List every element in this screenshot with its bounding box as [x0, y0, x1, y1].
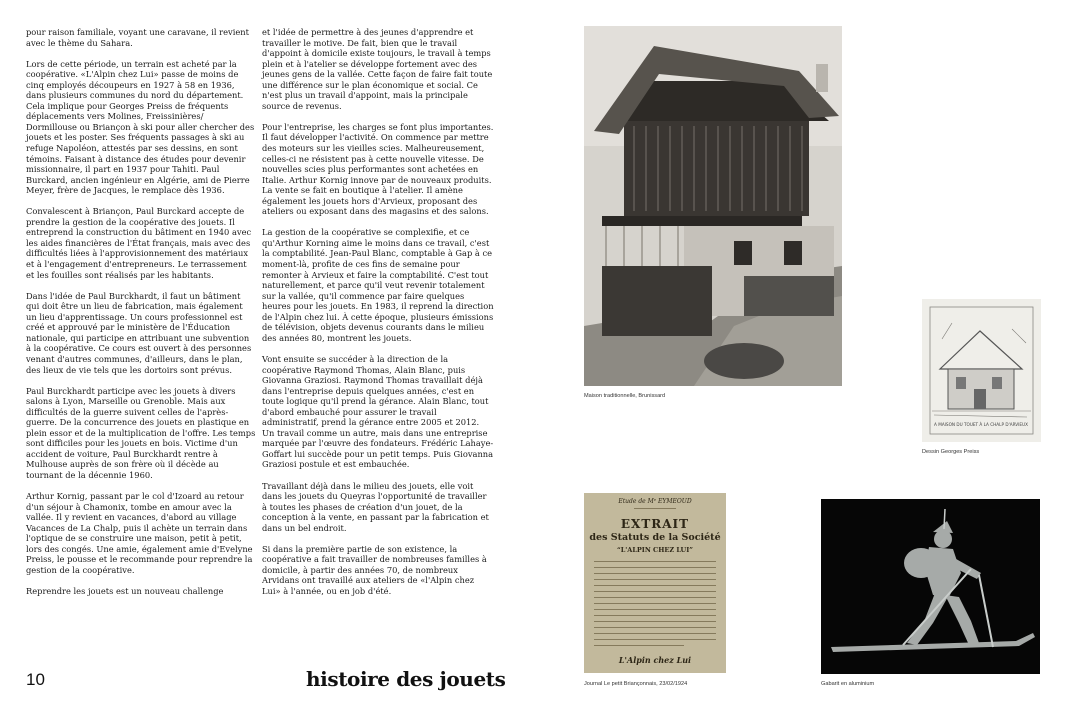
text-line	[594, 621, 716, 622]
paragraph: Pour l'entreprise, les charges se font plus importantes. Il faut développer l'activité. On commence par mettre des moteurs sur les vieilles scies. Malheureusement, celles-ci ne résistent pas à cette nouvelle vitesse. De nouvelles scies plus performantes sont achetées en Italie. Arthur Kornig innove par de nouveaux produits. La vente se fait en boutique à l'atelier. Il amène également les jouets hors d'Arvieux, proposant des ateliers ou exposant dans des magasins et des salons.	[262, 121, 494, 217]
page-number: 10	[26, 670, 45, 689]
text-line	[594, 615, 716, 616]
text-column-left	[26, 27, 256, 597]
skier-silhouette	[821, 499, 1040, 674]
text-line	[594, 633, 716, 634]
rule	[634, 508, 676, 509]
paragraph: Si dans la première partie de son existence, la coopérative a fait travailler de nombreuses familles à domicile, à partir des années 70, de nombreux Arvidans ont travaillé aux ateliers de «l'Alpin chez Lui» à l'année, ou en job d'été.	[262, 543, 487, 596]
extract-title: EXTRAIT	[620, 517, 690, 531]
extract-caption: Journal Le petit Briançonnais, 23/02/1924	[584, 681, 688, 687]
text-column-middle	[262, 27, 494, 597]
text-line	[594, 561, 716, 562]
paragraph: Arthur Kornig, passant par le col d'Izoard au retour d'un séjour à Chamonix, tombe en amour avec la vallée. Il y revient en vacances, d'abord au village Vacances de La Chalp, puis il achète un terrain dans l'optique de se construire une maison, petit à petit, lors des congés. Une amie, également amie d'Evelyne Preiss, le pousse et le recommande pour reprendre la gestion de la coopérative.	[26, 491, 253, 575]
skier-template-photo	[821, 499, 1040, 674]
paragraph: La gestion de la coopérative se complexifie, et ce qu'Arthur Korning aime le moins dans ce travail, c'est la comptabilité. Jean-Paul Blanc, comptable à Gap à ce moment-là, profite de ces fins de semaine pour remonter à Arvieux et faire la comptabilité. C'est tout naturellement, et parce qu'il veut revenir totalement sur la vallée, qu'il commence par faire quelques heures pour les jouets. En 1983, il reprend la direction de l'Alpin chez lui. À cette époque, plusieurs émissions de télévision, objets devenus courants dans le milieu des années 80, montrent les jouets.	[262, 227, 494, 343]
paragraph: Reprendre les jouets est un nouveau challenge	[26, 585, 224, 596]
extract-subtitle: des Statuts de la Société	[589, 532, 721, 543]
text-line	[594, 579, 716, 580]
house-photo	[584, 26, 842, 386]
text-line	[594, 591, 716, 592]
paragraph: et l'idée de permettre à des jeunes d'apprendre et travailler le motive. De fait, bien que le travail d'appoint à domicile existe toujours, le travail à temps plein et à l'atelier se développe fortement avec des jeunes gens de la vallée. Cette façon de faire fait toute une différence sur le plan économique et social. Ce n'est plus un travail d'appoint, mais la principale source de revenus.	[262, 27, 493, 111]
extract-society: “L'ALPIN CHEZ LUI”	[617, 546, 693, 554]
text-line	[594, 609, 716, 610]
drawing-caption: Dessin Georges Preiss	[922, 449, 980, 455]
paragraph: Convalescent à Briançon, Paul Burckard accepte de prendre la gestion de la coopérative des jouets. Il entreprend la construction du bâtiment en 1940 avec les aides financières de l'État français, mais avec des difficultés liées à l'approvisionnement des matériaux et à l'engagement d'entrepreneurs. Le terrassement et les fouilles sont réalisés par les habitants.	[26, 206, 252, 280]
text-line	[594, 639, 716, 640]
newspaper-extract	[584, 493, 726, 673]
extract-header: Etude de Mᵉ EYMEOUD	[618, 498, 692, 505]
text-line	[594, 597, 716, 598]
paragraph: pour raison familiale, voyant une caravane, il revient avec le thème du Sahara.	[26, 27, 249, 48]
paragraph: Paul Burckhardt participe avec les jouets à divers salons à Lyon, Marseille ou Grenoble. Mais aux difficultés de la guerre suivent celles de l'après-guerre. De la concurrence des jouets en plastique en plein essor et de la multiplication de l'offre. Les temps sont difficiles pour les jouets en bois. Victime d'un accident de voiture, Paul Burckhardt rentre à Mulhouse auprès de son frère où il décède au tournant de la décennie 1960.	[26, 385, 256, 480]
paragraph: Dans l'idée de Paul Burckhardt, il faut un bâtiment qui doit être un lieu de fabrication, mais également un lieu d'apprentissage. Un cours professionnel est créé et approuvé par le ministère de l'Éducation nationale, qui participe en attribuant une subvention à la coopérative. Ce cours est ouvert à des personnes venant d'autres communes, d'ailleurs, dans le plan, des lieux de vie tels que les dortoirs sont prévus.	[26, 290, 252, 375]
paragraph: Lors de cette période, un terrain est acheté par la coopérative. «L'Alpin chez Lui» passe de moins de cinq employés découpeurs en 1927 à 58 en 1936, dans plusieurs communes du nord du département. Cela implique pour Georges Preiss de fréquents déplacements vers Molines, Freissinières/ Dormillouse ou Briançon à ski pour aller chercher des jouets et les poster. Ses fréquents passages à ski au refuge Napoléon, attestés par ses dessins, en sont témoins. Faisant à distance des études pour devenir missionnaire, il part en 1937 pour Tahiti. Paul Burckard, ancien ingénieur en Algérie, ami de Pierre Meyer, frère de Jacques, le remplace dès 1936.	[26, 58, 255, 196]
house-illustration	[584, 26, 842, 386]
paragraph: Travaillant déjà dans le milieu des jouets, elle voit dans les jouets du Queyras l'opportunité de travailler à toutes les phases de création d'un jouet, de la conception à la vente, en passant par la fabrication et dans un bel endroit.	[262, 480, 489, 533]
skier-caption: Gabarit en aluminium	[821, 681, 875, 687]
paragraph: Vont ensuite se succéder à la direction de la coopérative Raymond Thomas, Alain Blanc, puis Giovanna Graziosi. Raymond Thomas travaillait déjà dans l'entreprise depuis quelques années, c'est en toute logique qu'il prend la gérance. Alain Blanc, tout d'abord embauché pour assurer le travail administratif, prend la gérance entre 2005 et 2012. Un travail comme un autre, mais dans une entreprise marquée par l'œuvre des fondateurs. Frédéric Lahaye-Goffart lui succède pour un petit temps. Puis Giovanna Graziosi postule et est embauchée.	[262, 353, 494, 470]
section-title: histoire des jouets	[306, 667, 506, 691]
drawing-image	[922, 299, 1041, 442]
text-line	[594, 567, 716, 568]
drawing-inscription: A MAISON DU TOUET À LA CHALP D'ARVIEUX	[934, 422, 1028, 427]
text-line	[594, 585, 716, 586]
photo-caption: Maison traditionnelle, Brunissard	[584, 393, 666, 399]
text-line	[594, 573, 716, 574]
text-line	[594, 603, 716, 604]
text-line	[594, 627, 716, 628]
sketch-illustration	[922, 299, 1041, 442]
extract-signature: L'Alpin chez Lui	[618, 655, 692, 665]
text-line	[594, 645, 684, 646]
